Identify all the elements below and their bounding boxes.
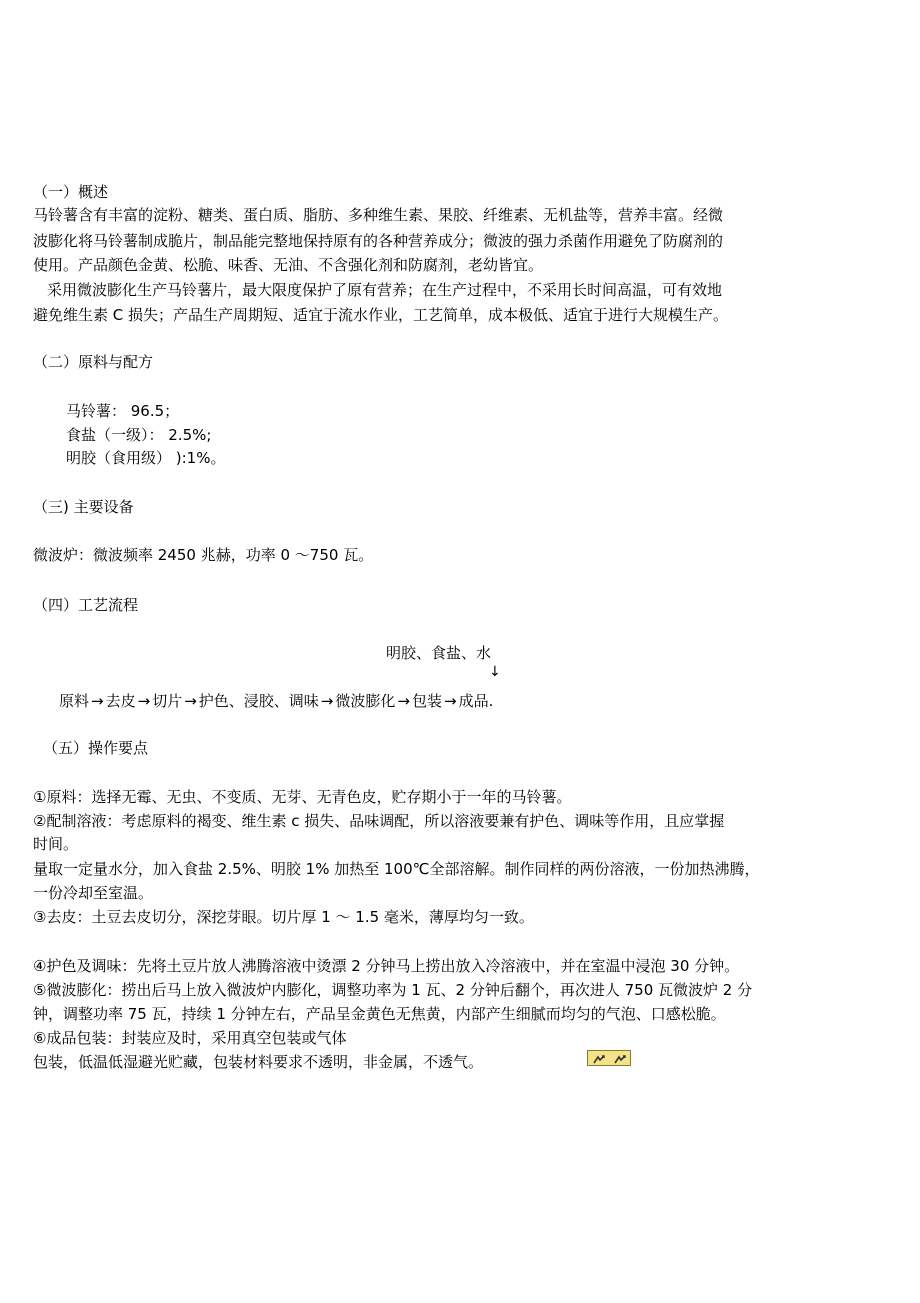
ingredient-potato: 马铃薯： 96.5；	[66, 402, 180, 420]
section-2-heading: （二）原料与配方	[33, 353, 154, 371]
cycle-arrow-icon	[592, 1052, 606, 1064]
section-1-heading: （一）概述	[33, 183, 109, 201]
step-4-line: ④护色及调味：先将土豆片放人沸腾溶液中烫漂 2 分钟马上捞出放入冷溶液中，并在室温中浸泡 30 分钟。	[33, 957, 740, 975]
overview-line-1: 马铃薯含有丰富的淀粉、糖类、蛋白质、脂肪、多种维生素、果胶、纤维素、无机盐等，营养丰富。经微	[33, 206, 724, 224]
section-5-heading: （五）操作要点	[43, 739, 149, 757]
step-6-line-2: 包装，低温低湿避光贮藏，包装材料要求不透明，非金属，不透气。	[33, 1053, 484, 1071]
equipment-line: 微波炉：微波频率 2450 兆赫，功率 0 ～750 瓦。	[33, 546, 374, 564]
flow-step-package: 包装	[411, 692, 442, 710]
overview-line-2: 波膨化将马铃薯制成脆片，制品能完整地保持原有的各种营养成分；微波的强力杀菌作用避免了防腐剂的	[33, 232, 724, 250]
section-4-heading: （四）工艺流程	[33, 596, 139, 614]
right-arrow-icon: →	[320, 692, 334, 710]
step-5-line-2: 钟，调整功率 75 瓦，持续 1 分钟左右，产品呈金黄色无焦黄，内部产生细腻而均匀的气泡、口感松脆。	[33, 1005, 726, 1023]
overview-line-4: 采用微波膨化生产马铃薯片，最大限度保护了原有营养；在生产过程中，不采用长时间高温，可有效地	[47, 281, 723, 299]
ingredient-salt: 食盐（一级）： 2.5%;	[66, 426, 212, 444]
overview-line-5: 避免维生素 C 损失；产品生产周期短、适宜于流水作业，工艺简单，成本极低、适宜于进行大规模生产。	[33, 306, 729, 324]
flow-step-microwave: 微波膨化	[335, 692, 396, 710]
flow-step-slice: 切片	[152, 692, 183, 710]
flow-step-peel: 去皮	[105, 692, 136, 710]
right-arrow-icon: →	[397, 692, 410, 710]
flow-step-raw: 原料	[59, 692, 90, 710]
step-2-line-4: 一份冷却至室温。	[33, 884, 154, 902]
right-arrow-icon: →	[184, 692, 197, 710]
step-3-line: ③去皮：土豆去皮切分，深挖芽眼。切片厚 1 ～ 1.5 毫米，薄厚均匀一致。	[33, 908, 534, 926]
section-3-heading: （三) 主要设备	[33, 498, 134, 516]
right-arrow-icon: →	[137, 692, 151, 710]
flow-step-product: 成品.	[458, 692, 494, 710]
right-arrow-icon: →	[91, 692, 104, 710]
overview-line-3: 使用。产品颜色金黄、松脆、味香、无油、不含强化剂和防腐剂，老幼皆宜。	[33, 256, 544, 274]
down-arrow-icon: ↓	[489, 664, 501, 680]
ingredient-gelatin: 明胶（食用级） ):1%。	[66, 449, 226, 467]
link-arrows-icon[interactable]	[587, 1050, 631, 1066]
step-5-line-1: ⑤微波膨化：捞出后马上放入微波炉内膨化，调整功率为 1 瓦、2 分钟后翻个，再次进人 750 瓦微波炉 2 分	[33, 981, 753, 999]
process-flow	[59, 690, 493, 712]
flow-step-treat: 护色、浸胶、调味	[198, 692, 319, 710]
step-2-line-1: ②配制溶液：考虑原料的褐变、维生素 c 损失、品味调配，所以溶液要兼有护色、调味等作用，且应掌握	[33, 812, 725, 830]
step-2-line-2: 时间。	[33, 835, 79, 853]
step-1-line: ①原料：选择无霉、无虫、不变质、无芽、无青色皮，贮存期小于一年的马铃薯。	[33, 788, 572, 806]
cycle-arrow-icon	[613, 1052, 627, 1064]
flow-additive-label: 明胶、食盐、水	[386, 644, 492, 662]
right-arrow-icon: →	[443, 692, 457, 710]
step-6-line-1: ⑥成品包装：封装应及时，采用真空包装或气体	[33, 1029, 347, 1047]
step-2-line-3: 量取一定量水分，加入食盐 2.5%、明胶 1% 加热至 100℃全部溶解。制作同样的两份溶液，一份加热沸腾，	[33, 860, 760, 878]
